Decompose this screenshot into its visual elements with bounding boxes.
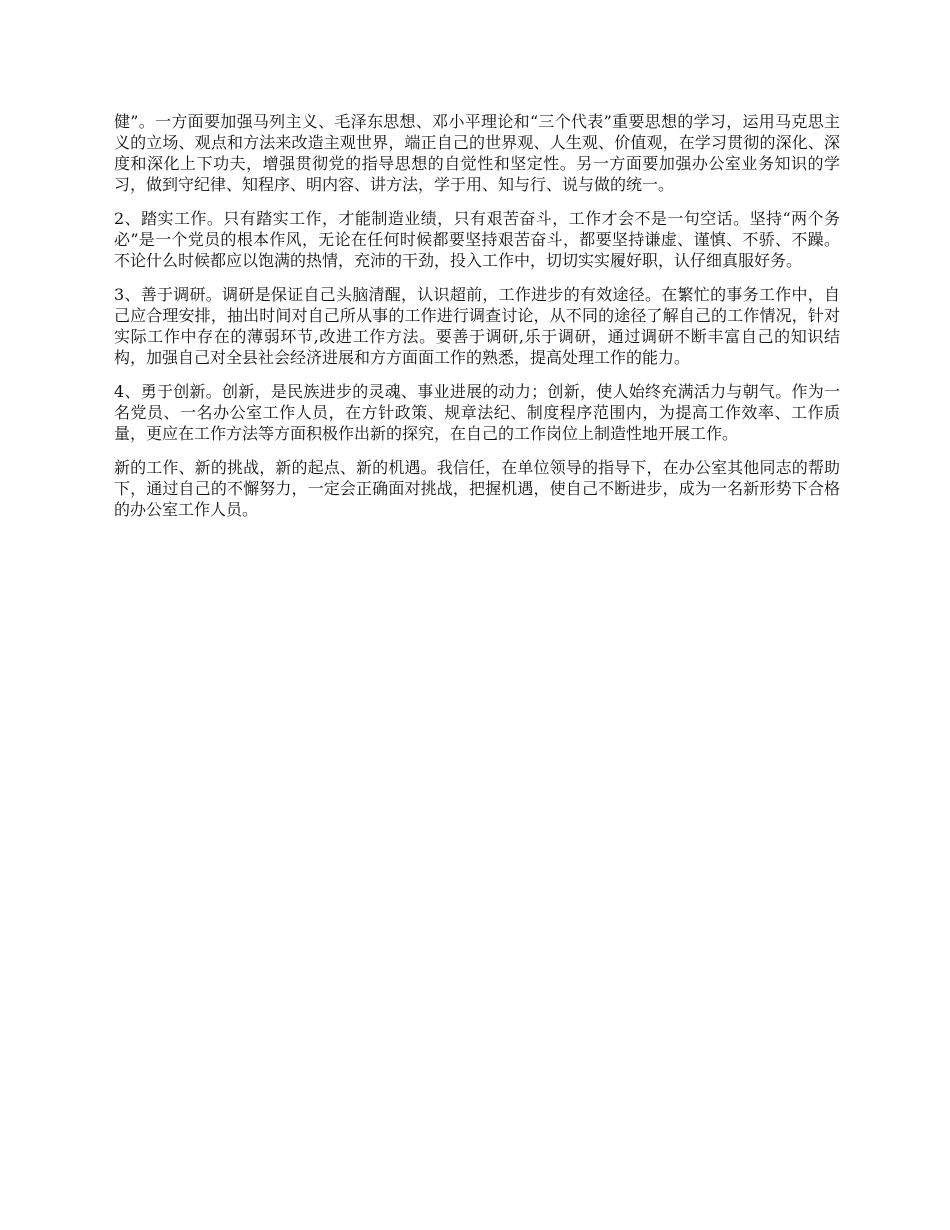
document-body bbox=[114, 111, 840, 520]
paragraph-innovation: 4、勇于创新。创新，是民族进步的灵魂、事业进展的动力；创新，使人始终充满活力与朝气。作为一名党员、一名办公室工作人员，在方针政策、规章法纪、制度程序范围内，为提高工作效率、工作质量，更应在工作方法等方面积极作出新的探究，在自己的工作岗位上制造性地开展工作。 bbox=[114, 382, 840, 443]
paragraph-work-steadily: 2、踏实工作。只有踏实工作，才能制造业绩，只有艰苦奋斗，工作才会不是一句空话。坚持“两个务必”是一个党员的根本作风，无论在任何时候都要坚持艰苦奋斗，都要坚持谦虚、谨慎、不骄、不躁。不论什么时候都应以饱满的热情，充沛的干劲，投入工作中，切切实实履好职，认仔细真服好务。 bbox=[114, 209, 840, 270]
paragraph-conclusion: 新的工作、新的挑战，新的起点、新的机遇。我信任，在单位领导的指导下，在办公室其他同志的帮助下，通过自己的不懈努力，一定会正确面对挑战，把握机遇，使自己不断进步，成为一名新形势下合格的办公室工作人员。 bbox=[114, 458, 840, 519]
paragraph-study: 健”。一方面要加强马列主义、毛泽东思想、邓小平理论和“三个代表”重要思想的学习，运用马克思主义的立场、观点和方法来改造主观世界，端正自己的世界观、人生观、价值观，在学习贯彻的深化、深度和深化上下功夫，增强贯彻党的指导思想的自觉性和坚定性。另一方面要加强办公室业务知识的学习，做到守纪律、知程序、明内容、讲方法，学于用、知与行、说与做的统一。 bbox=[114, 112, 840, 194]
paragraph-research: 3、善于调研。调研是保证自己头脑清醒，认识超前，工作进步的有效途径。在繁忙的事务工作中，自己应合理安排，抽出时间对自己所从事的工作进行调查讨论，从不同的途径了解自己的工作情况，针对实际工作中存在的薄弱环节,改进工作方法。要善于调研,乐于调研，通过调研不断丰富自己的知识结构，加强自己对全县社会经济进展和方方面面工作的熟悉，提高处理工作的能力。 bbox=[114, 285, 840, 367]
